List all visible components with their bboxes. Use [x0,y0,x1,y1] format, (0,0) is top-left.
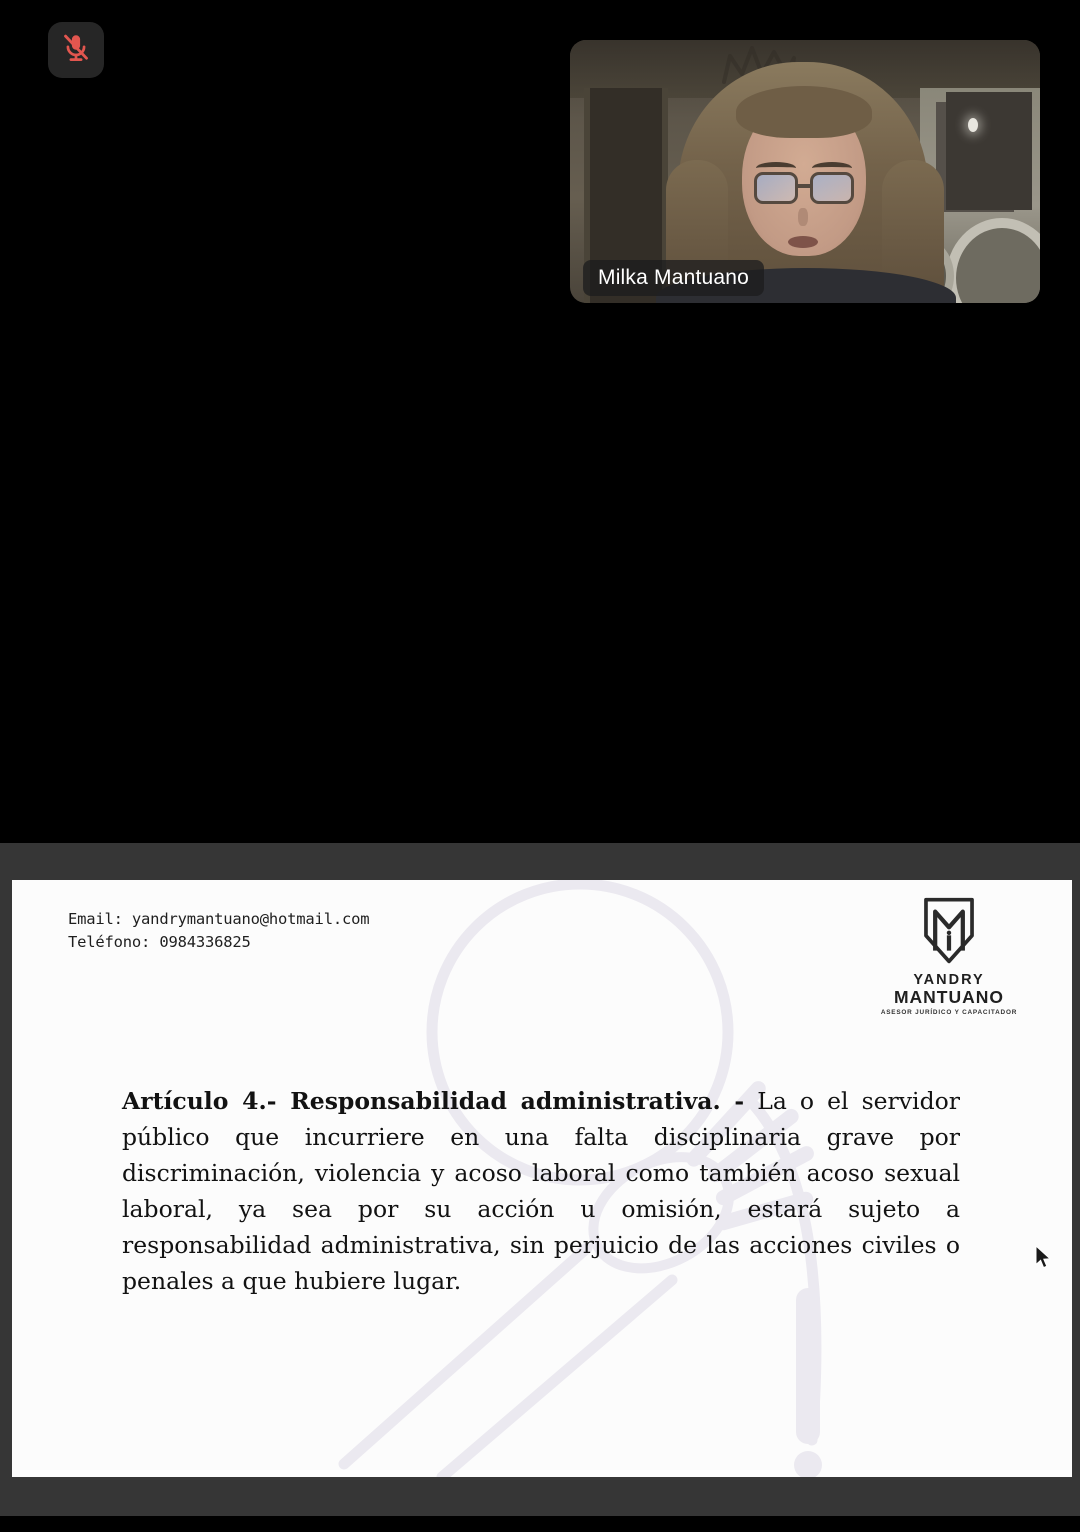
article-body-text: La o el servidor público que incurriere en una falta disciplinaria grave por discriminación, violencia y acoso laboral como también acoso sexual laboral, ya sea por su acción u omisión, estará sujeto a responsabilidad administrativa, sin perjuicio de las acciones civiles o penales a que hubiere lugar. [122,1087,961,1295]
participant-video-thumbnail[interactable] [570,40,1040,303]
shield-monogram-icon [919,896,979,966]
shared-screen-region [0,843,1080,1516]
document-page [12,880,1072,1477]
participant-hairline [736,86,872,138]
brand-logo [864,896,1034,1016]
contact-phone-text: Teléfono: 0984336825 [68,933,251,951]
glasses-right-lens [810,172,854,204]
participant-name-label: Milka Mantuano [583,260,764,296]
video-room-picture-frames [946,92,1032,210]
glasses-left-lens [754,172,798,204]
contact-info-block [68,908,369,954]
brand-name-line1: YANDRY [913,972,985,988]
article-paragraph [122,1083,960,1299]
participant-mouth [788,236,818,248]
microphone-muted-icon [59,31,93,70]
contact-email-text: Email: yandrymantuano@hotmail.com [68,910,370,928]
mouse-cursor [1035,1245,1053,1276]
video-room-light-reflection [968,118,978,132]
mute-toggle-button[interactable] [48,22,104,78]
article-lead-bold: Artículo 4.- Responsabilidad administrativa. - [122,1087,745,1115]
brand-tagline: ASESOR JURÍDICO Y CAPACITADOR [880,1009,1018,1016]
brand-name-line2: MANTUANO [893,987,1005,1007]
glasses-bridge [796,184,812,188]
participant-nose [798,208,808,226]
